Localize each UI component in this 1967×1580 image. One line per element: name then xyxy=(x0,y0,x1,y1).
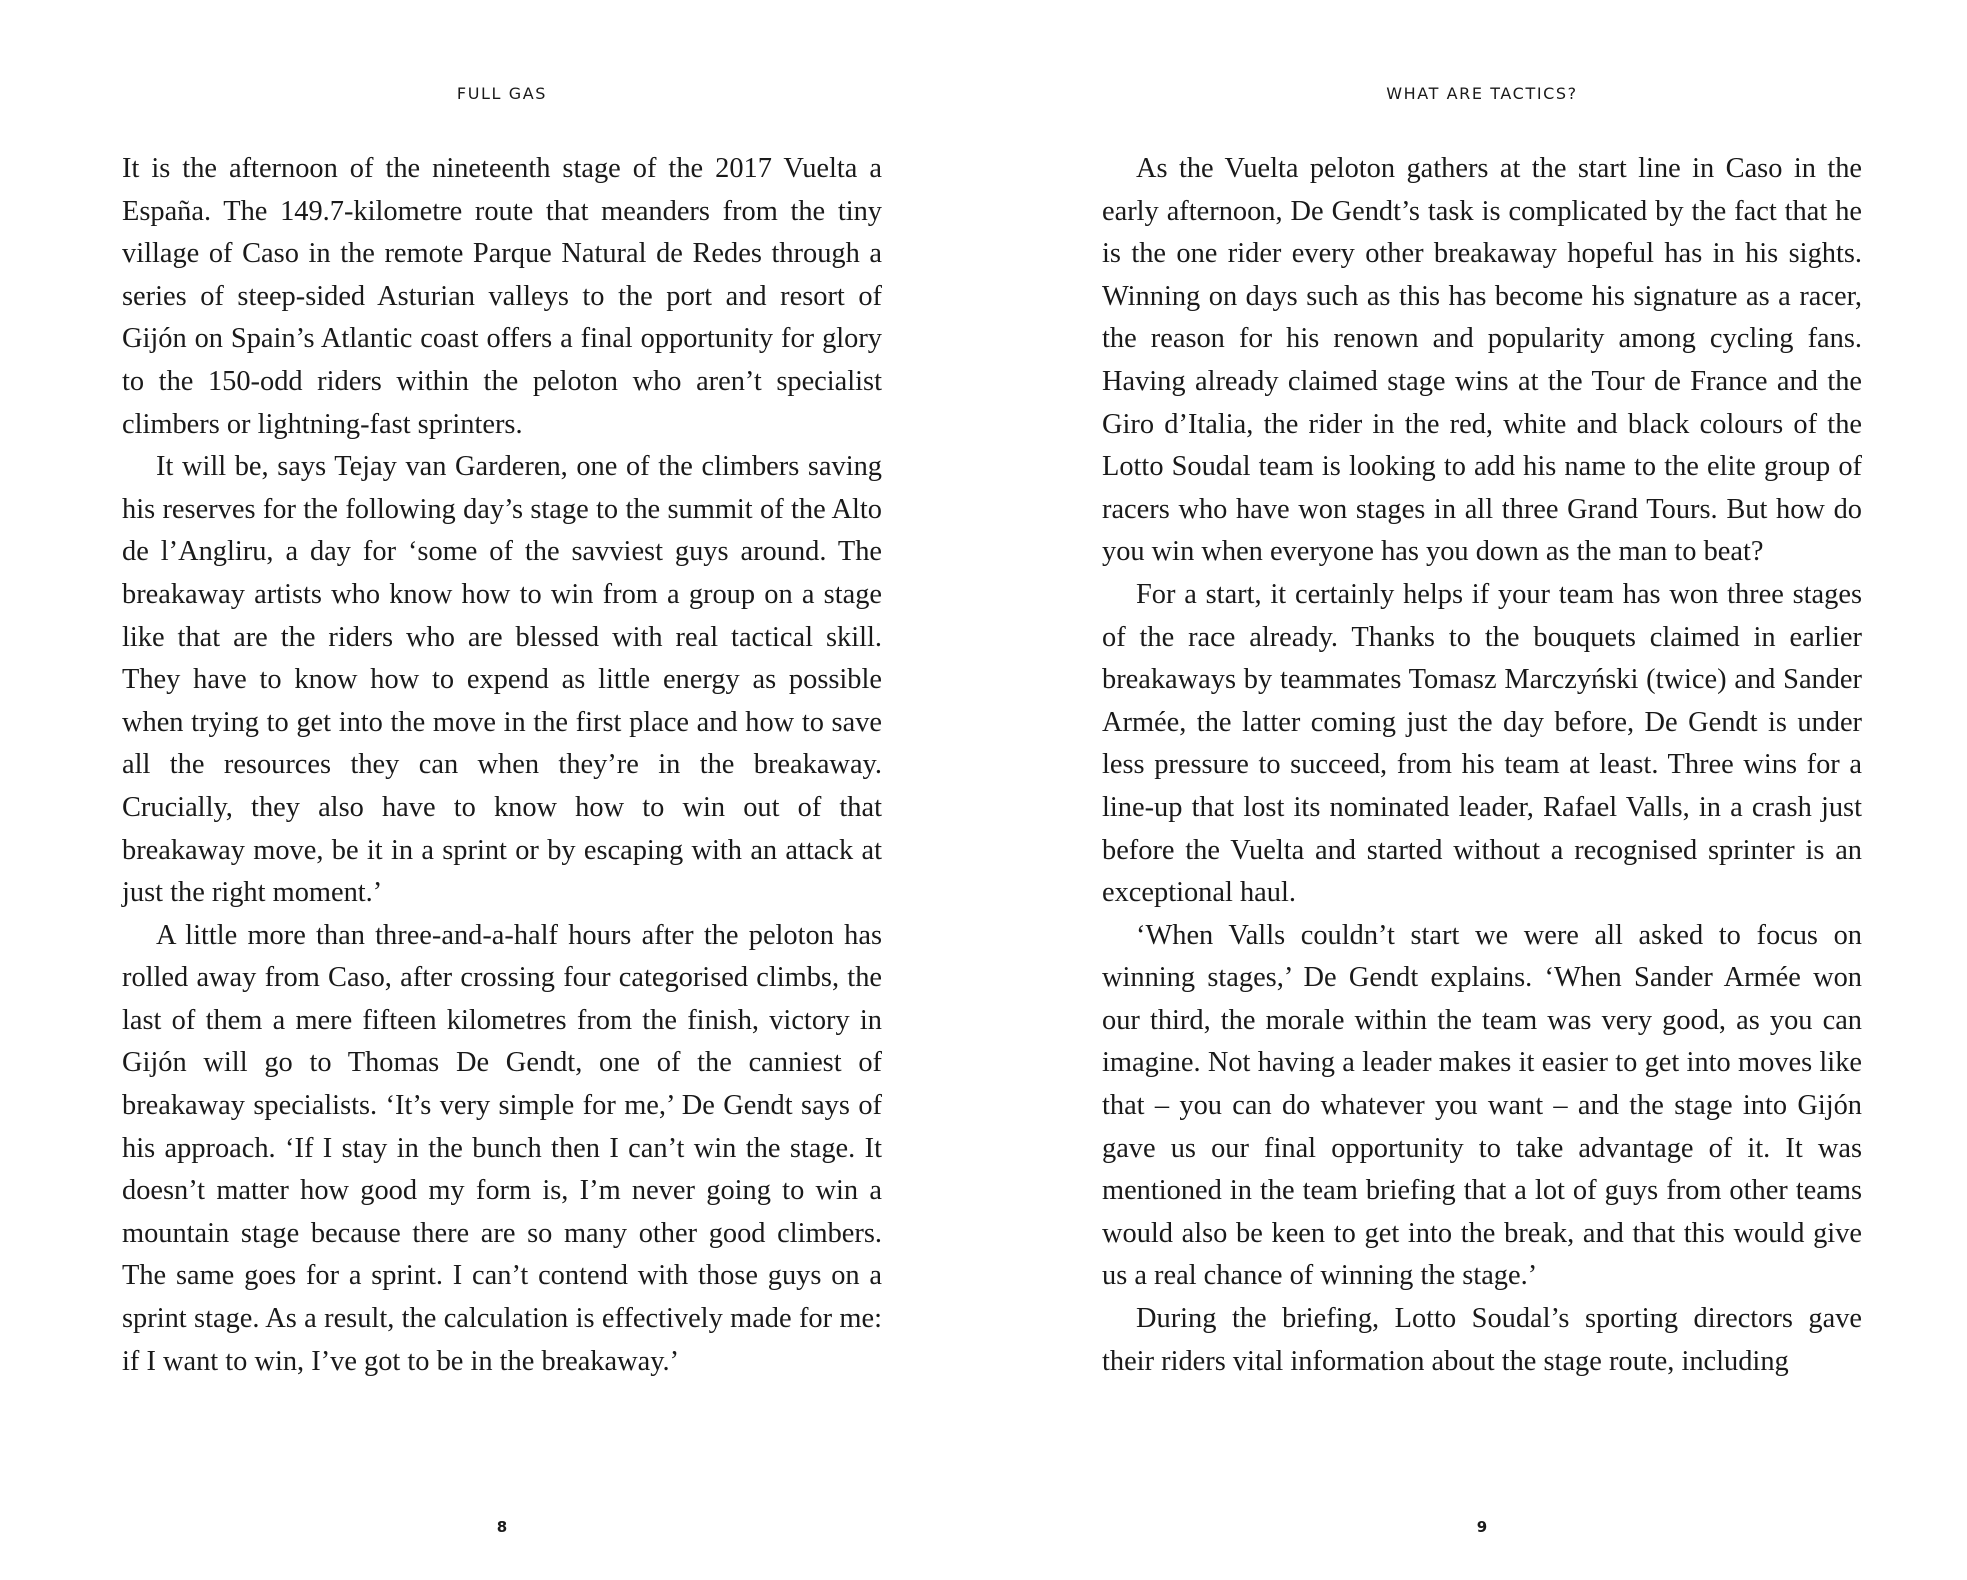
paragraph: For a start, it certainly helps if your team has won three stages of the race already. Thanks to the bouquets claimed in earlier breakaways by teammates Tomasz Marczyński (twice) and Sander Armée, the latter coming just the day before, De Gendt is under less pressure to succeed, from his team at least. Three wins for a line-up that lost its nominated leader, Rafael Valls, in a crash just before the Vuelta and started without a recognised sprinter is an exceptional haul. xyxy=(1102,578,1862,909)
running-head: WHAT ARE TACTICS? xyxy=(1386,84,1578,103)
paragraph: A little more than three-and-a-half hours after the peloton has rolled away from Caso, after crossing four categorised climbs, the last of them a mere fifteen kilometres from the finish, victory in Gijón will go to Thomas De Gendt, one of the canniest of breakaway specialists. ‘It’s very simple for me,’ De Gendt says of his approach. ‘If I stay in the bunch then I can’t win the stage. It doesn’t matter how good my form is, I’m never going to win a mountain stage because there are so many other good climbers. The same goes for a sprint. I can’t contend with those guys on a sprint stage. As a result, the calculation is effectively made for me: if I want to win, I’ve got to be in the breakaway.’ xyxy=(122,919,882,1377)
page-body xyxy=(122,148,882,1383)
page-number: 8 xyxy=(496,1518,508,1536)
page-number: 9 xyxy=(1476,1518,1488,1536)
paragraph: ‘When Valls couldn’t start we were all asked to focus on winning stages,’ De Gendt explains. ‘When Sander Armée won our third, the morale within the team was very good, as you can imagine. Not having a leader makes it easier to get into moves like that – you can do whatever you want – and the stage into Gijón gave us our final opportunity to take advantage of it. It was mentioned in the team briefing that a lot of guys from other teams would also be keen to get into the break, and that this would give us a real chance of winning the stage.’ xyxy=(1102,919,1862,1292)
paragraph: It is the afternoon of the nineteenth stage of the 2017 Vuelta a España. The 149.7-kilometre route that meanders from the tiny village of Caso in the remote Parque Natural de Redes through a series of steep-sided Asturian valleys to the port and resort of Gijón on Spain’s Atlantic coast offers a final opportunity for glory to the 150-odd riders within the peloton who aren’t specialist climbers or lightning-fast sprinters. xyxy=(122,153,882,440)
paragraph: During the briefing, Lotto Soudal’s sporting directors gave their riders vital information about the stage route, including xyxy=(1102,1303,1862,1377)
page-body xyxy=(1102,148,1862,1383)
right-page xyxy=(1102,0,1862,1580)
paragraph: It will be, says Tejay van Garderen, one of the climbers saving his reserves for the following day’s stage to the summit of the Alto de l’Angliru, a day for ‘some of the savviest guys around. The breakaway artists who know how to win from a group on a stage like that are the riders who are blessed with real tactical skill. They have to know how to expend as little energy as possible when trying to get into the move in the first place and how to save all the resources they can when they’re in the breakaway. Crucially, they also have to know how to win out of that breakaway move, be it in a sprint or by escaping with an attack at just the right moment.’ xyxy=(122,451,882,909)
running-head: FULL GAS xyxy=(456,84,548,103)
left-page xyxy=(122,0,882,1580)
paragraph: As the Vuelta peloton gathers at the start line in Caso in the early afternoon, De Gendt’s task is complicated by the fact that he is the one rider every other breakaway hopeful has in his sights. Winning on days such as this has become his signature as a racer, the reason for his renown and popularity among cycling fans. Having already claimed stage wins at the Tour de France and the Giro d’Italia, the rider in the red, white and black colours of the Lotto Soudal team is looking to add his name to the elite group of racers who have won stages in all three Grand Tours. But how do you win when everyone has you down as the man to beat? xyxy=(1102,153,1862,568)
